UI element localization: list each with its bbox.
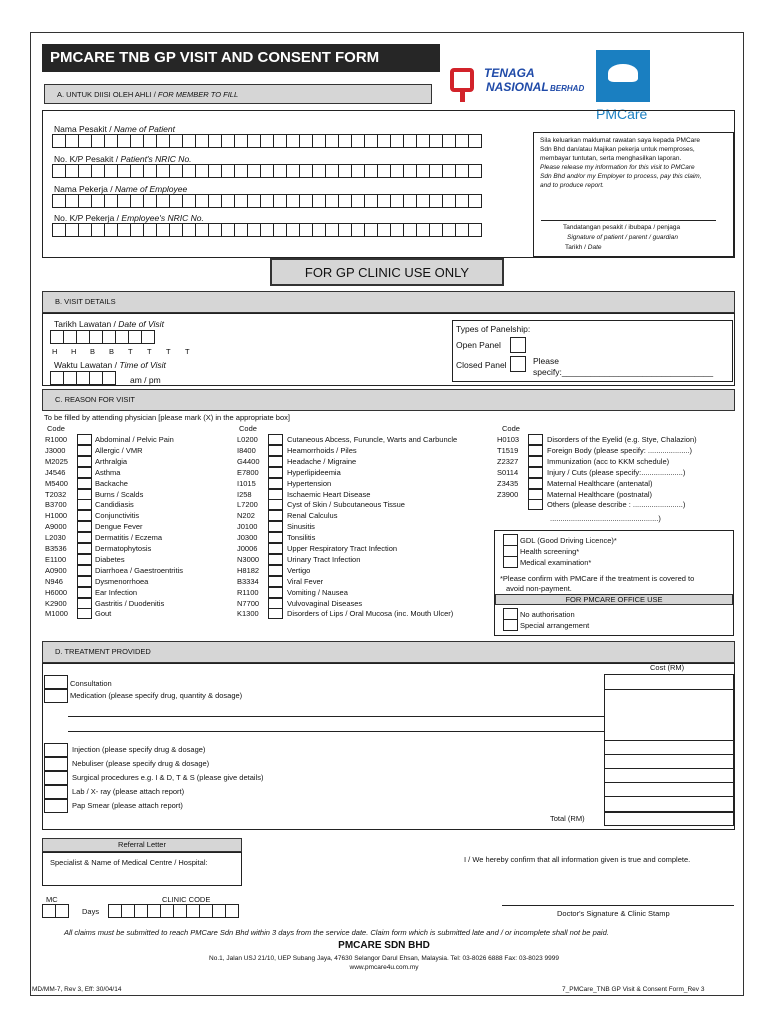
- reason-checkbox[interactable]: [268, 510, 283, 521]
- reason-label: Foreign Body (please specify: ....................): [547, 445, 693, 455]
- reason-code: K2900: [45, 598, 67, 608]
- reason-checkbox[interactable]: [77, 554, 92, 565]
- reason-label: Burns / Scalds: [95, 489, 144, 499]
- reason-label: Maternal Healthcare (postnatal): [547, 489, 653, 499]
- reason-label: Others (please describe : ........................): [547, 500, 686, 510]
- reason-label: Tonsilitis: [287, 533, 316, 543]
- ampm-label: am / pm: [130, 375, 161, 385]
- reason-code: T2032: [45, 489, 67, 499]
- signature-line[interactable]: [541, 220, 716, 221]
- reason-code: A9000: [45, 522, 67, 532]
- referral-header: Referral Letter: [42, 838, 242, 852]
- reason-label: Hyperlipideemia: [287, 467, 341, 477]
- reason-label: Hypertension: [287, 478, 332, 488]
- panelship-label: Types of Panelship:: [456, 324, 531, 334]
- reason-label: Cyst of Skin / Subcutaneous Tissue: [287, 500, 405, 510]
- reason-label: Cutaneous Abcess, Furuncle, Warts and Carbuncle: [287, 435, 458, 444]
- reason-checkbox[interactable]: [268, 445, 283, 456]
- reason-label: Abdominal / Pelvic Pain: [95, 435, 174, 444]
- employee-name-label: Nama Pekerja / Name of Employee: [54, 184, 188, 194]
- employee-nric-label: No. K/P Pekerja / Employee's NRIC No.: [54, 213, 204, 223]
- total-cost-box[interactable]: [604, 812, 734, 826]
- surgical-checkbox[interactable]: [44, 771, 68, 785]
- clinic-code-input[interactable]: [108, 904, 238, 917]
- gp-only-banner: FOR GP CLINIC USE ONLY: [270, 258, 504, 286]
- consent-en-3: and to produce report.: [540, 182, 604, 189]
- reason-label: Heamorrhoids / Piles: [287, 445, 357, 455]
- reason-checkbox[interactable]: [77, 521, 92, 532]
- employee-nric-input[interactable]: [52, 223, 481, 237]
- no-auth-label: No authorisation: [520, 610, 575, 619]
- reason-code: S0114: [497, 467, 519, 477]
- reason-code: Z3435: [497, 478, 519, 488]
- reason-code: L7200: [237, 500, 258, 510]
- consent-bm-2: Sdn Bhd dan/atau Majikan pekerja untuk memproses,: [540, 146, 695, 153]
- company-website: www.pmcare4u.com.my: [349, 964, 419, 971]
- consent-en-2: Sdn Bhd and/or my Employer to process, pay this claim,: [540, 173, 702, 180]
- reason-code: H1000: [45, 511, 68, 521]
- reason-checkbox[interactable]: [77, 478, 92, 489]
- pap-label: Pap Smear (please attach report): [72, 801, 183, 810]
- medication-line[interactable]: [68, 716, 604, 717]
- reason-code: E7800: [237, 467, 259, 477]
- reason-label: Dermatophytosis: [95, 544, 152, 553]
- reason-code: N946: [45, 576, 63, 586]
- reason-checkbox[interactable]: [268, 576, 283, 587]
- visit-time-input[interactable]: [50, 371, 115, 384]
- total-label: Total (RM): [550, 814, 585, 823]
- reason-code: N3000: [237, 554, 260, 564]
- reason-code: N7700: [237, 598, 260, 608]
- reason-code: M1000: [45, 609, 68, 619]
- patient-name-input[interactable]: [52, 134, 481, 148]
- medication-line[interactable]: [68, 731, 604, 732]
- reason-code: M5400: [45, 478, 68, 488]
- reason-code: B3536: [45, 544, 67, 553]
- pap-checkbox[interactable]: [44, 799, 68, 813]
- reason-instruction: To be filled by attending physician [please mark (X) in the appropriate box]: [44, 413, 290, 422]
- reason-label: Backache: [95, 478, 128, 488]
- reason-label: Vomiting / Nausea: [287, 587, 348, 597]
- patient-nric-input[interactable]: [52, 164, 481, 178]
- reason-code: R1000: [45, 435, 68, 444]
- reason-checkbox[interactable]: [268, 543, 283, 554]
- reason-label: Immunization (acc to KKM schedule): [547, 456, 670, 466]
- mc-days-input[interactable]: [42, 904, 68, 917]
- company-name: PMCARE SDN BHD: [338, 940, 430, 951]
- reason-label: Sinusitis: [287, 522, 315, 532]
- reason-checkbox[interactable]: [268, 587, 283, 598]
- reason-checkbox[interactable]: [77, 456, 92, 467]
- reason-label: Vulvovaginal Diseases: [287, 598, 363, 608]
- reason-label: Injury / Cuts (please specify:....................): [547, 467, 686, 477]
- specialist-label: Specialist & Name of Medical Centre / Hospital:: [50, 858, 208, 867]
- reason-checkbox[interactable]: [77, 608, 92, 619]
- signature-label: Tandatangan pesakit / ibubapa / penjaga: [563, 224, 681, 231]
- reason-code: I1015: [237, 478, 256, 488]
- lab-label: Lab / X- ray (please attach report): [72, 787, 185, 796]
- reason-code: I8400: [237, 445, 256, 455]
- reason-label: Disorders of the Eyelid (e.g. Stye, Chalazion): [547, 435, 697, 444]
- reason-label: Gastritis / Duodenitis: [95, 598, 165, 608]
- reason-label: Disorders of Lips / Oral Mucosa (inc. Mouth Ulcer): [287, 609, 454, 619]
- reason-label: Gout: [95, 609, 112, 619]
- reason-checkbox[interactable]: [268, 499, 283, 510]
- confirm-note-1: *Please confirm with PMCare if the treatment is covered to: [500, 574, 695, 583]
- code-header-1: Code: [47, 424, 65, 433]
- reason-checkbox[interactable]: [77, 587, 92, 598]
- reason-code: M2025: [45, 456, 68, 466]
- visit-date-input[interactable]: [50, 330, 154, 344]
- reason-label: Arthralgia: [95, 456, 128, 466]
- reason-code: K1300: [237, 609, 259, 619]
- days-label: Days: [82, 907, 100, 916]
- consent-bm-1: Sila keluarkan maklumat rawatan saya kepada PMCare: [540, 137, 701, 144]
- surgical-label: Surgical procedures e.g. I & D, T & S (please give details): [72, 773, 264, 782]
- reason-code: J3000: [45, 445, 66, 455]
- reason-label: Dermatitis / Eczema: [95, 533, 163, 543]
- office-use-header: FOR PMCARE OFFICE USE: [495, 594, 733, 605]
- code-header-2: Code: [239, 424, 257, 433]
- reason-checkbox[interactable]: [268, 532, 283, 543]
- claims-note: All claims must be submitted to reach PMCare Sdn Bhd within 3 days from the service date. Claim form which is submitted late and / or incomplete shall not be paid.: [64, 928, 609, 937]
- reason-code: A0900: [45, 565, 67, 575]
- clinic-code-label: CLINIC CODE: [162, 895, 211, 904]
- reason-label: Upper Respiratory Tract Infection: [287, 544, 398, 553]
- others-line[interactable]: ....................................................): [550, 514, 661, 523]
- tnb-name-1: TENAGA: [484, 66, 535, 80]
- signature-label-en: Signature of patient / parent / guardian: [567, 234, 678, 241]
- lab-checkbox[interactable]: [44, 785, 68, 799]
- reason-label: Asthma: [95, 467, 121, 477]
- reason-code: J4546: [45, 467, 66, 477]
- mc-label: MC: [46, 895, 58, 904]
- reason-label: Urinary Tract Infection: [287, 554, 361, 564]
- medication-checkbox[interactable]: [44, 689, 68, 703]
- injection-checkbox[interactable]: [44, 743, 68, 757]
- reason-label: Allergic / VMR: [95, 445, 143, 455]
- reason-code: I258: [237, 489, 252, 499]
- closed-panel-label: Closed Panel: [456, 360, 507, 370]
- reason-label: Maternal Healthcare (antenatal): [547, 478, 653, 488]
- visit-time-label: Waktu Lawatan / Time of Visit: [54, 360, 166, 370]
- tnb-name-2: NASIONAL: [486, 80, 549, 94]
- reason-checkbox[interactable]: [528, 445, 543, 456]
- reason-label: Headache / Migraine: [287, 456, 357, 466]
- reason-code: G4400: [237, 456, 260, 466]
- section-d-header: D. TREATMENT PROVIDED: [42, 641, 735, 663]
- injection-label: Injection (please specify drug & dosage): [72, 745, 206, 754]
- reason-code: Z2327: [497, 456, 519, 466]
- reason-label: Ischaemic Heart Disease: [287, 489, 371, 499]
- reason-code: E1100: [45, 554, 67, 564]
- reason-label: Dengue Fever: [95, 522, 143, 532]
- reason-label: Renal Calculus: [287, 511, 338, 521]
- reason-checkbox[interactable]: [268, 554, 283, 565]
- reason-checkbox[interactable]: [77, 543, 92, 554]
- reason-checkbox[interactable]: [268, 565, 283, 576]
- reason-checkbox[interactable]: [528, 478, 543, 489]
- pmcare-logo: PMCare: [594, 50, 652, 126]
- nebuliser-label: Nebuliser (please specify drug & dosage): [72, 759, 210, 768]
- reason-code: H6000: [45, 587, 68, 597]
- reason-checkbox[interactable]: [268, 521, 283, 532]
- doctor-signature-label: Doctor's Signature & Clinic Stamp: [557, 909, 670, 918]
- form-code: MD/MM-7, Rev 3, Eff: 30/04/14: [32, 986, 122, 993]
- consultation-label: Consultation: [70, 679, 112, 688]
- reason-code: H0103: [497, 435, 520, 444]
- nebuliser-checkbox[interactable]: [44, 757, 68, 771]
- reason-code: Z3900: [497, 489, 519, 499]
- reason-code: J0300: [237, 533, 258, 543]
- reason-checkbox[interactable]: [268, 608, 283, 619]
- consultation-checkbox[interactable]: [44, 675, 68, 689]
- reason-checkbox[interactable]: [268, 478, 283, 489]
- reason-checkbox[interactable]: [528, 434, 543, 445]
- reason-checkbox[interactable]: [528, 456, 543, 467]
- cost-column[interactable]: [604, 674, 734, 812]
- reason-label: Vertigo: [287, 565, 311, 575]
- reason-code: L0200: [237, 435, 258, 444]
- medication-label: Medication (please specify drug, quantity & dosage): [70, 691, 243, 700]
- section-c-header: C. REASON FOR VISIT: [42, 389, 735, 411]
- visit-date-format: H H B B T T T T: [52, 347, 190, 356]
- reason-code: N202: [237, 511, 255, 521]
- reason-code: B3700: [45, 500, 67, 510]
- medical-exam-label: Medical examination*: [520, 558, 592, 567]
- patient-name-label: Nama Pesakit / Name of Patient: [54, 124, 175, 134]
- reason-checkbox[interactable]: [268, 598, 283, 609]
- confirm-note-2: avoid non-payment.: [506, 584, 572, 593]
- code-header-3: Code: [502, 424, 520, 433]
- patient-nric-label: No. K/P Pesakit / Patient's NRIC No.: [54, 154, 192, 164]
- reason-checkbox[interactable]: [77, 510, 92, 521]
- consent-bm-3: membayar tuntutan, serta menghasilkan laporan.: [540, 155, 682, 162]
- form-title: PMCARE TNB GP VISIT AND CONSENT FORM: [42, 44, 440, 72]
- reason-checkbox[interactable]: [528, 489, 543, 500]
- reason-checkbox[interactable]: [77, 598, 92, 609]
- special-arr-checkbox[interactable]: [503, 619, 518, 631]
- open-panel-checkbox[interactable]: [510, 337, 526, 353]
- closed-panel-checkbox[interactable]: [510, 356, 526, 372]
- tnb-berhad: BERHAD: [550, 84, 585, 93]
- company-address: No.1, Jalan USJ 21/10, UEP Subang Jaya, 47630 Selangor Darul Ehsan, Malaysia. Tel: 03-8026 6888 Fax: 03-8023 9999: [209, 955, 559, 962]
- please-label: Please: [533, 356, 559, 366]
- reason-code: H8182: [237, 565, 260, 575]
- reason-label: Diabetes: [95, 554, 125, 564]
- consent-date-label: Tarikh / Date: [565, 244, 602, 251]
- employee-name-input[interactable]: [52, 194, 481, 208]
- tnb-logo: [446, 66, 478, 106]
- reason-code: R1100: [237, 587, 259, 597]
- reason-checkbox[interactable]: [77, 489, 92, 500]
- reason-checkbox[interactable]: [268, 489, 283, 500]
- visit-date-label: Tarikh Lawatan / Date of Visit: [54, 319, 164, 329]
- reason-checkbox[interactable]: [77, 499, 92, 510]
- reason-code: J0006: [237, 544, 258, 553]
- open-panel-label: Open Panel: [456, 340, 501, 350]
- reason-checkbox[interactable]: [77, 445, 92, 456]
- reason-checkbox[interactable]: [77, 467, 92, 478]
- section-a-header: A. UNTUK DIISI OLEH AHLI / FOR MEMBER TO FILL: [44, 84, 432, 104]
- reason-checkbox[interactable]: [528, 499, 543, 510]
- confirm-statement: I / We hereby confirm that all information given is true and complete.: [464, 855, 691, 864]
- reason-label: Ear Infection: [95, 587, 138, 597]
- gdl-label: GDL (Good Driving Licence)*: [520, 536, 617, 545]
- reason-checkbox[interactable]: [268, 456, 283, 467]
- reason-code: J0100: [237, 522, 258, 532]
- doctor-signature-line[interactable]: [502, 905, 734, 906]
- reason-checkbox[interactable]: [268, 434, 283, 445]
- reason-code: L2030: [45, 533, 66, 543]
- reason-checkbox[interactable]: [77, 565, 92, 576]
- reason-checkbox[interactable]: [268, 467, 283, 478]
- health-screening-label: Health screening*: [520, 547, 580, 556]
- reason-label: Dysmenorrhoea: [95, 576, 149, 586]
- reason-checkbox[interactable]: [77, 532, 92, 543]
- specify-field[interactable]: specify:________________________________: [533, 367, 714, 377]
- reason-label: Diarrhoea / Gaestroentritis: [95, 565, 183, 575]
- form-file-name: 7_PMCare_TNB GP Visit & Consent Form_Rev 3: [562, 986, 705, 993]
- consent-en-1: Please release my information for this visit to PMCare: [540, 164, 695, 171]
- reason-label: Viral Fever: [287, 576, 324, 586]
- reason-checkbox[interactable]: [77, 576, 92, 587]
- medical-exam-checkbox[interactable]: [503, 556, 518, 568]
- reason-checkbox[interactable]: [528, 467, 543, 478]
- reason-code: B3334: [237, 576, 259, 586]
- cost-header: Cost (RM): [650, 663, 685, 672]
- reason-checkbox[interactable]: [77, 434, 92, 445]
- section-b-header: B. VISIT DETAILS: [42, 291, 735, 313]
- reason-label: Conjunctivitis: [95, 511, 140, 521]
- reason-label: Candidiasis: [95, 500, 134, 510]
- reason-code: T1519: [497, 445, 519, 455]
- special-arr-label: Special arrangement: [520, 621, 590, 630]
